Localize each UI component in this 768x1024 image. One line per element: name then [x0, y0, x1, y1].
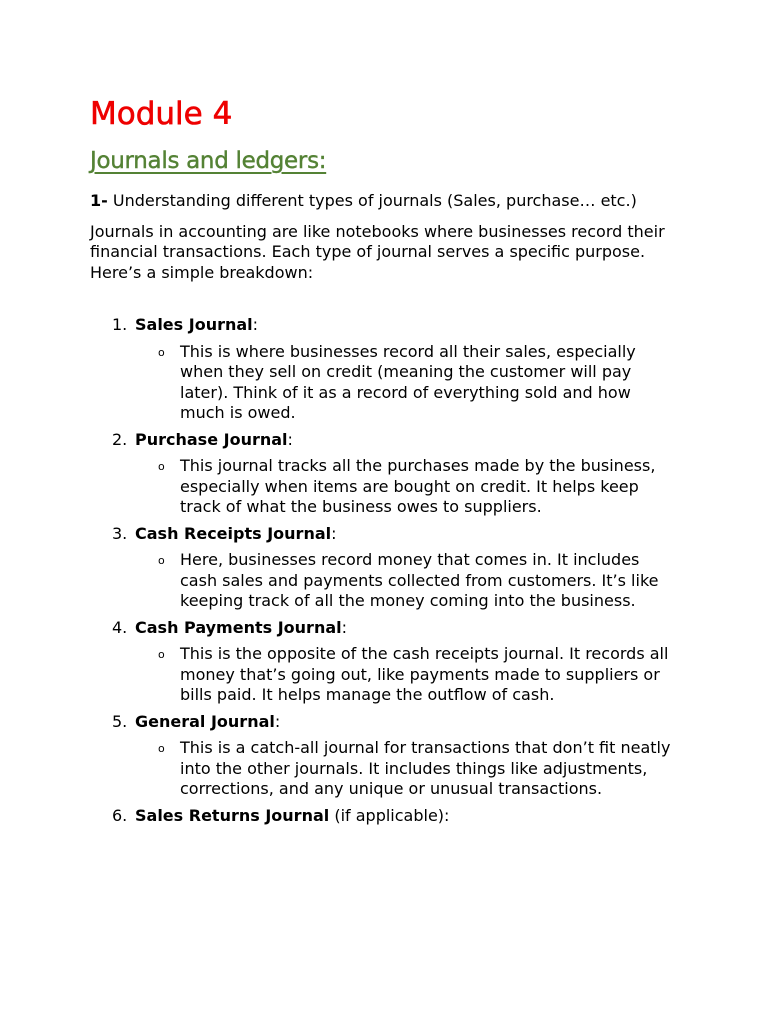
list-item-suffix: (if applicable):: [329, 805, 450, 825]
list-item-cash-payments-journal: [90, 618, 690, 706]
list-number: 5.: [112, 711, 128, 731]
list-item-sales-journal: [90, 315, 690, 424]
list-item-suffix: :: [274, 711, 281, 731]
intro-text: Understanding different types of journals (Sales, purchase… etc.): [107, 191, 637, 210]
sub-bullet-text: This journal tracks all the purchases made by the business, especially when items are bought on credit. It helps keep track of what the business owes to suppliers.: [180, 456, 656, 516]
description-paragraph: Journals in accounting are like notebooks where businesses record their financial transactions. Each type of journal serves a specific purpose. Here’s a simple breakdown:: [90, 221, 665, 282]
list-item-title: Cash Receipts Journal: [135, 523, 332, 543]
list-number: 4.: [112, 617, 128, 637]
section-heading: Journals and ledgers:: [90, 148, 327, 174]
list-item-heading: [90, 618, 690, 639]
list-item-general-journal: [90, 712, 690, 800]
document-page: [90, 92, 690, 826]
list-item-title: Sales Journal: [135, 315, 253, 334]
journal-list: [90, 315, 690, 826]
sub-bullet-text: This is where businesses record all their sales, especially when they sell on credit (meaning the customer will pay later). Think of it as a record of everything sold and how much is owed.: [180, 341, 636, 422]
list-item-heading: [90, 315, 690, 336]
sub-bullet-item: [90, 342, 680, 424]
intro-line: [90, 191, 690, 212]
sub-bullet-text: This is the opposite of the cash receipts journal. It records all money that’s going out, like payments made to suppliers or bills paid. It helps manage the outflow of cash.: [180, 644, 669, 704]
list-item-title: General Journal: [135, 711, 275, 731]
list-number: 2.: [112, 429, 128, 449]
list-item-heading: [90, 430, 690, 451]
list-item-purchase-journal: [90, 430, 690, 518]
sub-bullet-item: [90, 550, 680, 612]
circle-bullet-icon: o: [158, 742, 165, 755]
circle-bullet-icon: o: [158, 345, 165, 359]
circle-bullet-icon: o: [158, 554, 165, 567]
sub-bullet-text: Here, businesses record money that comes in. It includes cash sales and payments collected from customers. It’s like keeping track of all the money coming into the business.: [180, 550, 659, 610]
list-item-heading: [90, 524, 690, 545]
list-item-suffix: :: [287, 429, 293, 449]
list-item-suffix: :: [341, 617, 347, 637]
list-number: 1.: [112, 315, 128, 334]
module-title: Module 4: [90, 96, 233, 132]
list-item-title: Sales Returns Journal: [135, 805, 330, 825]
sub-bullet-item: [90, 644, 680, 706]
list-item-heading: [90, 806, 690, 827]
list-item-title: Purchase Journal: [135, 429, 288, 449]
circle-bullet-icon: o: [158, 460, 165, 473]
list-item-title: Cash Payments Journal: [135, 617, 342, 637]
sub-bullet-item: [90, 738, 680, 800]
sub-bullet-text: This is a catch-all journal for transactions that don’t fit neatly into the other journals. It includes things like adjustments, corrections, and any unique or unusual transactions.: [180, 738, 671, 798]
list-number: 6.: [112, 805, 128, 825]
list-item-cash-receipts-journal: [90, 524, 690, 612]
list-item-heading: [90, 712, 690, 733]
intro-number: 1-: [90, 191, 108, 210]
list-item-suffix: :: [252, 315, 259, 334]
sub-bullet-item: [90, 456, 680, 518]
list-item-sales-returns-journal: [90, 806, 690, 827]
circle-bullet-icon: o: [158, 648, 165, 661]
list-item-suffix: :: [331, 523, 337, 543]
list-number: 3.: [112, 523, 128, 543]
